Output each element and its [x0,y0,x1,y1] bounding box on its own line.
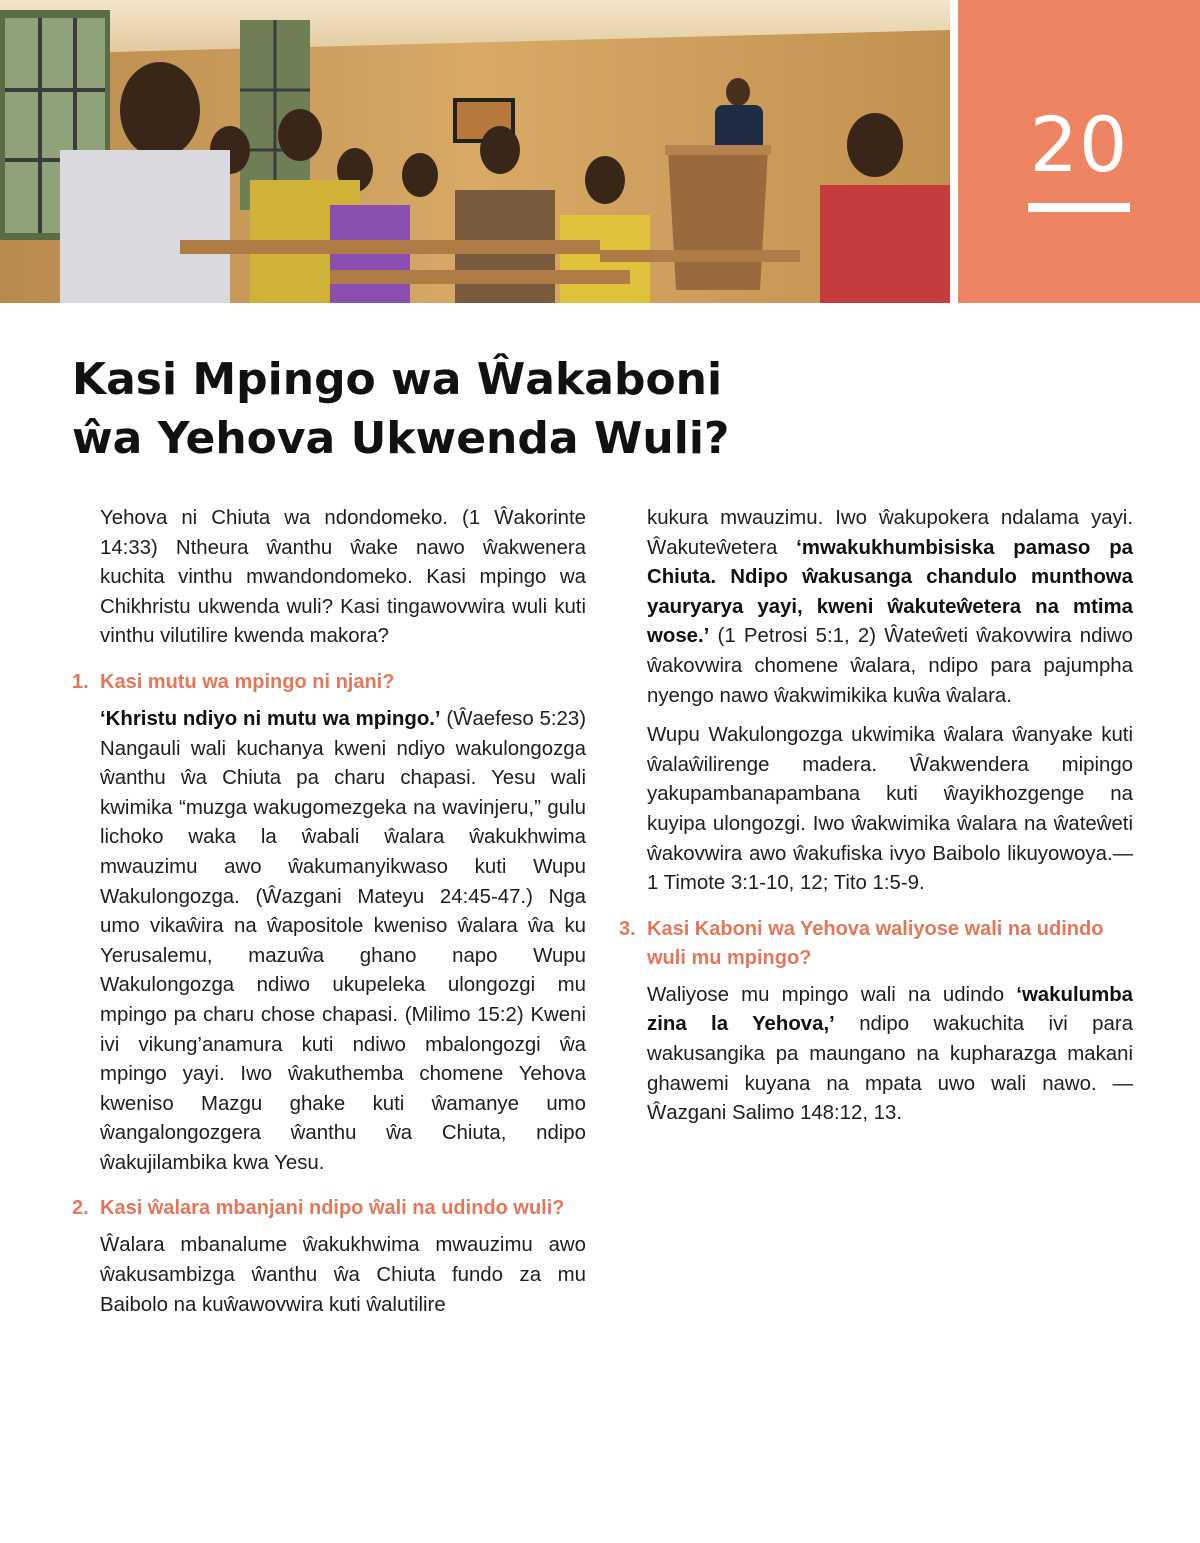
question-1-number: 1. [72,670,89,693]
question-1 [72,668,586,697]
answer-2-paragraph-cont [619,504,1133,711]
answer-1-quote: ‘Khristu ndiyo ni mutu wa mpingo.’ [100,707,441,730]
chapter-badge [958,0,1200,303]
answer-2-cont-b: (1 Petrosi 5:1, 2) Ŵateŵeti ŵakovwira ndiwo ŵakovwira chomene ŵalara, ndipo para pajumpha nyengo nawo ŵakwimikika kuŵa ŵalara. [647,625,1133,707]
answer-3-body-b: ndipo wakuchita ivi para wakusangika pa maungano na kupharazga makani ghawemi kuyana na mpata uwo wali nawo. —Ŵazgani Salimo 148:12, 13. [647,1013,1133,1125]
intro-paragraph: Yehova ni Chiuta wa ndondomeko. (1 Ŵakorinte 14:33) Ntheura ŵanthu ŵake nawo ŵakwenera kuchita vinthu mwandondomeko. Kasi mpingo wa Chikhristu ukwenda wuli? Kasi tingawovwira wuli kuti vinthu vilutilire kwenda makora? [100,507,586,648]
title-line-1: Kasi Mpingo wa Ŵakaboni [72,354,723,405]
question-2-text: Kasi ŵalara mbanjani ndipo ŵali na udindo wuli? [100,1197,565,1220]
header-photo [0,0,950,303]
congregation-meeting-image [0,0,950,303]
answer-3-paragraph [619,981,1133,1129]
answer-1-body: (Ŵaefeso 5:23) Nangauli wali kuchanya kweni ndiyo wakulongozga ŵanthu ŵa Chiuta pa charu chapasi. Yesu wali kwimika “muzga wakugomezgeka na wavinjeru,” gulu lichoko waka la ŵabali ŵalara ŵakukhwima mwauzimu awo ŵakumanyikwaso kuti Wupu Wakulongozga. (Ŵazgani Mateyu 24:45-47.) Nga umo vikaŵira na ŵapositole kweniso ŵalara ŵa ku Yerusalemu, mazuŵa ghano napo Wupu Wakulongozga ndiwo ukupeleka ulongozgi mu mpingo pa charu chose chapasi. (Milimo 15:2) Kweni ivi vikung’anamura kuti ndiwo mbalongozgi ŵa mpingo yayi. Iwo ŵakuthemba chomene Yehova kweniso Mazgu ghake kuti ŵamanye umo ŵangalongozgera ŵanthu ŵa Chiuta, ndipo ŵakujilambika kwa Yesu. [100,707,586,1174]
question-1-text: Kasi mutu wa mpingo ni njani? [100,670,395,693]
chapter-underline [1028,203,1130,212]
answer-2-paragraph-start: Ŵalara mbanalume ŵakukhwima mwauzimu awo ŵakusambizga ŵanthu ŵa Chiuta fundo za mu Baibolo na kuŵawovwira kuti ŵalutilire [100,1234,586,1316]
question-3-text: Kasi Kaboni wa Yehova waliyose wali na udindo wuli mu mpingo? [647,917,1104,969]
page-title [72,350,832,468]
left-column [72,504,586,1330]
right-column [619,504,1133,1139]
chapter-number: 20 [1029,100,1129,189]
answer-3-quote: ‘wakulumba zina la Yehova,’ [647,983,1133,1036]
question-2 [72,1194,586,1223]
answer-2-quote: ‘mwakukhumbisiska pamaso pa Chiuta. Ndipo ŵakusanga chandulo munthowa yauryarya yayi, kweni ŵakuteŵetera na mtima wose.’ [647,536,1133,648]
answer-2-cont-a: kukura mwauzimu. Iwo ŵakupokera ndalama yayi. Ŵakuteŵetera [647,507,1133,559]
question-3-number: 3. [619,917,636,940]
answer-1-paragraph [72,705,586,1179]
answer-3-body-a: Waliyose mu mpingo wali na udindo [647,983,1017,1006]
answer-2-paragraph-2: Wupu Wakulongozga ukwimika ŵalara ŵanyake kuti ŵalaŵilirenge madera. Ŵakwendera mipingo yakupambanapambana kuti ŵayikhozgenge na kuyipa ulongozgi. Iwo ŵakwimika ŵalara na ŵateŵeti ŵakovwira awo ŵakufiska ivyo Baibolo likuyowoya.—1 Timote 3:1-10, 12; Tito 1:5-9. [647,724,1133,895]
title-line-2: ŵa Yehova Ukwenda Wuli? [72,413,730,464]
question-3 [619,915,1133,973]
question-2-number: 2. [72,1197,89,1220]
